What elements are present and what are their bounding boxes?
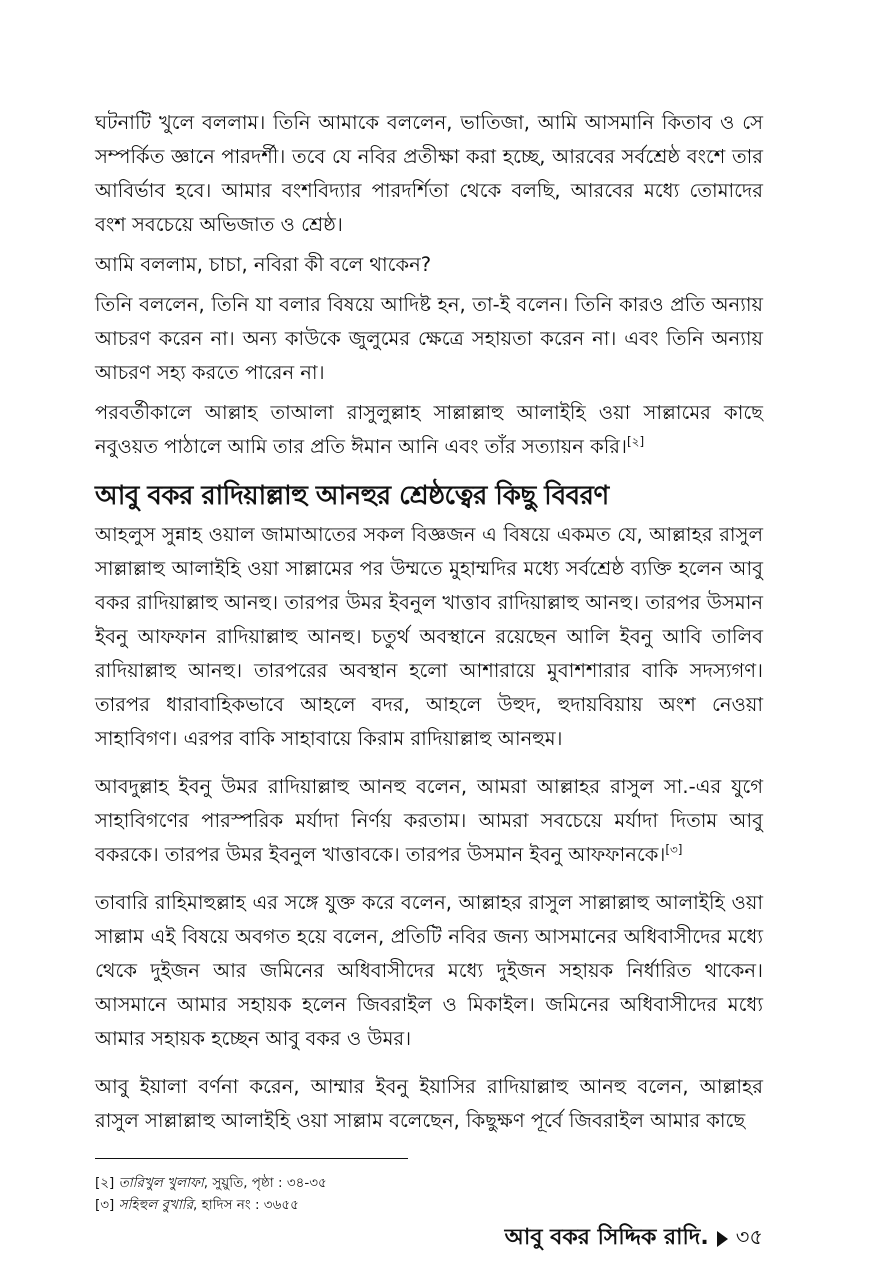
section-heading: আবু বকর রাদিয়াল্লাহু আনহুর শ্রেষ্ঠত্বের কিছু বিবরণ	[95, 481, 609, 511]
paragraph: আহলুস সুন্নাহ ওয়াল জামাআতের সকল বিজ্ঞজন এ বিষয়ে একমত যে, আল্লাহর রাসুল সাল্লাল্লাহু আলাইহি ওয়া সাল্লামের পর উম্মতে মুহাম্মদির মধ্যে সর্বশ্রেষ্ঠ ব্যক্তি হলেন আবু বকর রাদিয়াল্লাহু আনহু। তারপর উমর ইবনুল খাত্তাব রাদিয়াল্লাহু আনহু। তারপর উসমান ইবনু আফফান রাদিয়াল্লাহু আনহু। চতুর্থ অবস্থানে রয়েছেন আলি ইবনু আবি তালিব রাদিয়াল্লাহু আনহু। তারপরের অবস্থান হলো আশারায়ে মুবাশশারার বাকি সদস্যগণ। তারপর ধারাবাহিকভাবে আহলে বদর, আহলে উহুদ, হুদায়বিয়ায় অংশ নেওয়া সাহাবিগণ। এরপর বাকি সাহাবায়ে কিরাম রাদিয়াল্লাহু আনহুম।	[95, 523, 763, 750]
footnote-source: সহিহুল বুখারি	[118, 1197, 194, 1213]
footnote-detail: , হাদিস নং : ৩৬৫৫	[193, 1197, 299, 1213]
footnote-item	[95, 1194, 595, 1216]
footnote-detail: , সুয়ুতি, পৃষ্ঠা : ৩৪-৩৫	[203, 1175, 327, 1191]
footnote-ref-3[interactable]: [৩]	[665, 842, 683, 857]
paragraph: তাবারি রাহিমাহুল্লাহ এর সঙ্গে যুক্ত করে বলেন, আল্লাহর রাসুল সাল্লাল্লাহু আলাইহি ওয়া সাল্লাম এই বিষয়ে অবগত হয়ে বলেন, প্রতিটি নবির জন্য আসমানের অধিবাসীদের মধ্যে থেকে দুইজন আর জমিনের অধিবাসীদের মধ্যে দুইজন সহায়ক নির্ধারিত থাকেন। আসমানে আমার সহায়ক হলেন জিবরাইল ও মিকাইল। জমিনের অধিবাসীদের মধ্যে আমার সহায়ক হচ্ছেন আবু বকর ও উমর।	[95, 891, 763, 1050]
footnote-item	[95, 1172, 595, 1194]
footnote-number: [২]	[95, 1175, 115, 1191]
book-title: আবু বকর সিদ্দিক রাদি.	[504, 1225, 709, 1250]
paragraph-text: পরবর্তীকালে আল্লাহ তাআলা রাসুলুল্লাহ সাল্লাল্লাহু আলাইহি ওয়া সাল্লামের কাছে নবুওয়ত পাঠালে আমি তার প্রতি ঈমান আনি এবং তাঁর সত্যায়ন করি।	[95, 401, 763, 458]
paragraph: আমি বললাম, চাচা, নবিরা কী বলে থাকেন?	[95, 253, 432, 276]
paragraph: ঘটনাটি খুলে বললাম। তিনি আমাকে বললেন, ভাতিজা, আমি আসমানি কিতাব ও সে সম্পর্কিত জ্ঞানে পারদর্শী। তবে যে নবির প্রতীক্ষা করা হচ্ছে, আরবের সর্বশ্রেষ্ঠ বংশে তার আবির্ভাব হবে। আমার বংশবিদ্যার পারদর্শিতা থেকে বলছি, আরবের মধ্যে তোমাদের বংশ সবচেয়ে অভিজাত ও শ্রেষ্ঠ।	[95, 111, 763, 236]
footnote-divider	[95, 1158, 408, 1159]
page-body	[95, 106, 763, 1144]
footnote-ref-2[interactable]: [২]	[627, 434, 645, 449]
paragraph: আবু ইয়ালা বর্ণনা করেন, আম্মার ইবনু ইয়াসির রাদিয়াল্লাহু আনহু বলেন, আল্লাহর রাসুল সাল্লাল্লাহু আলাইহি ওয়া সাল্লাম বলেছেন, কিছুক্ষণ পূর্বে জিবরাইল আমার কাছে	[95, 1075, 763, 1132]
footnotes	[95, 1172, 595, 1216]
page-footer	[505, 1220, 763, 1257]
footnote-source: তারিখুল খুলাফা	[118, 1175, 204, 1191]
paragraph-text: আবদুল্লাহ ইবনু উমর রাদিয়াল্লাহু আনহু বলেন, আমরা আল্লাহর রাসুল সা.-এর যুগে সাহাবিগণের পারস্পরিক মর্যাদা নির্ণয় করতাম। আমরা সবচেয়ে মর্যাদা দিতাম আবু বকরকে। তারপর উমর ইবনুল খাত্তাবকে। তারপর উসমান ইবনু আফফানকে।	[95, 775, 763, 866]
paragraph	[95, 396, 763, 464]
page-number: ৩৫	[735, 1225, 763, 1249]
triangle-right-icon	[717, 1231, 728, 1247]
footnote-number: [৩]	[95, 1197, 115, 1213]
paragraph	[95, 770, 763, 872]
paragraph: তিনি বললেন, তিনি যা বলার বিষয়ে আদিষ্ট হন, তা-ই বলেন। তিনি কারও প্রতি অন্যায় আচরণ করেন না। অন্য কাউকে জুলুমের ক্ষেত্রে সহায়তা করেন না। এবং তিনি অন্যায় আচরণ সহ্য করতে পারেন না।	[95, 293, 763, 384]
